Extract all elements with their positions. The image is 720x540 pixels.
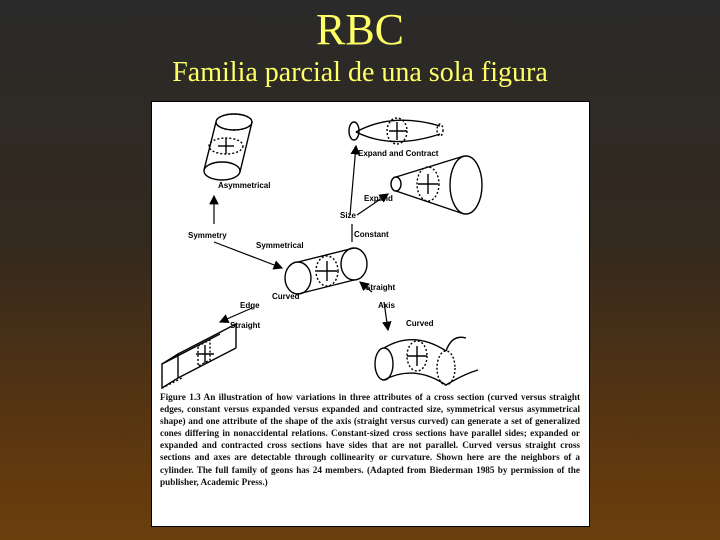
curved-axis-geon — [375, 337, 478, 385]
expand-contract-geon — [349, 118, 443, 144]
label-expand-contract: Expand and Contract — [358, 149, 439, 158]
label-curved-axis: Curved — [406, 319, 434, 328]
label-symmetrical: Symmetrical — [256, 241, 304, 250]
label-size: Size — [340, 211, 357, 220]
expand-geon — [391, 156, 482, 214]
label-symmetry: Symmetry — [188, 231, 227, 240]
straight-edge-geon — [162, 324, 236, 388]
label-asymmetrical: Asymmetrical — [218, 181, 271, 190]
asymmetrical-geon — [204, 114, 252, 180]
label-axis: Axis — [378, 301, 395, 310]
label-straight-axis: Straight — [365, 283, 396, 292]
label-straight-edge: Straight — [230, 321, 261, 330]
label-edge: Edge — [240, 301, 260, 310]
slide-title: RBC — [315, 5, 405, 54]
figure-caption: Figure 1.3 An illustration of how variations in three attributes of a cross section (curved versus straight edges, constant versus expanded versus expanded and contracted size, symmetrical versus asymmetrical shape) and one attribute of the shape of the axis (straight versus curved) can generate a set of generalized cones differing in nonaccidental relations. Constant-sized cross sections have parallel sides; expanded or expanded and contracted cross sections have sides that are not parallel. Curved versus straight cross sections and axes are detectable through collinearity or curvature. Shown here are the neighbors of a cylinder. The full family of geons has 24 members. (Adapted from Biederman 1985 by permission of the publisher, Academic Press.) — [160, 392, 580, 487]
label-expand: Expand — [364, 194, 393, 203]
label-constant: Constant — [354, 230, 389, 239]
slide-subtitle: Familia parcial de una sola figura — [172, 57, 548, 88]
figure-card — [151, 101, 590, 527]
cylinder-geon — [285, 248, 367, 294]
label-curved-edge: Curved — [272, 292, 300, 301]
